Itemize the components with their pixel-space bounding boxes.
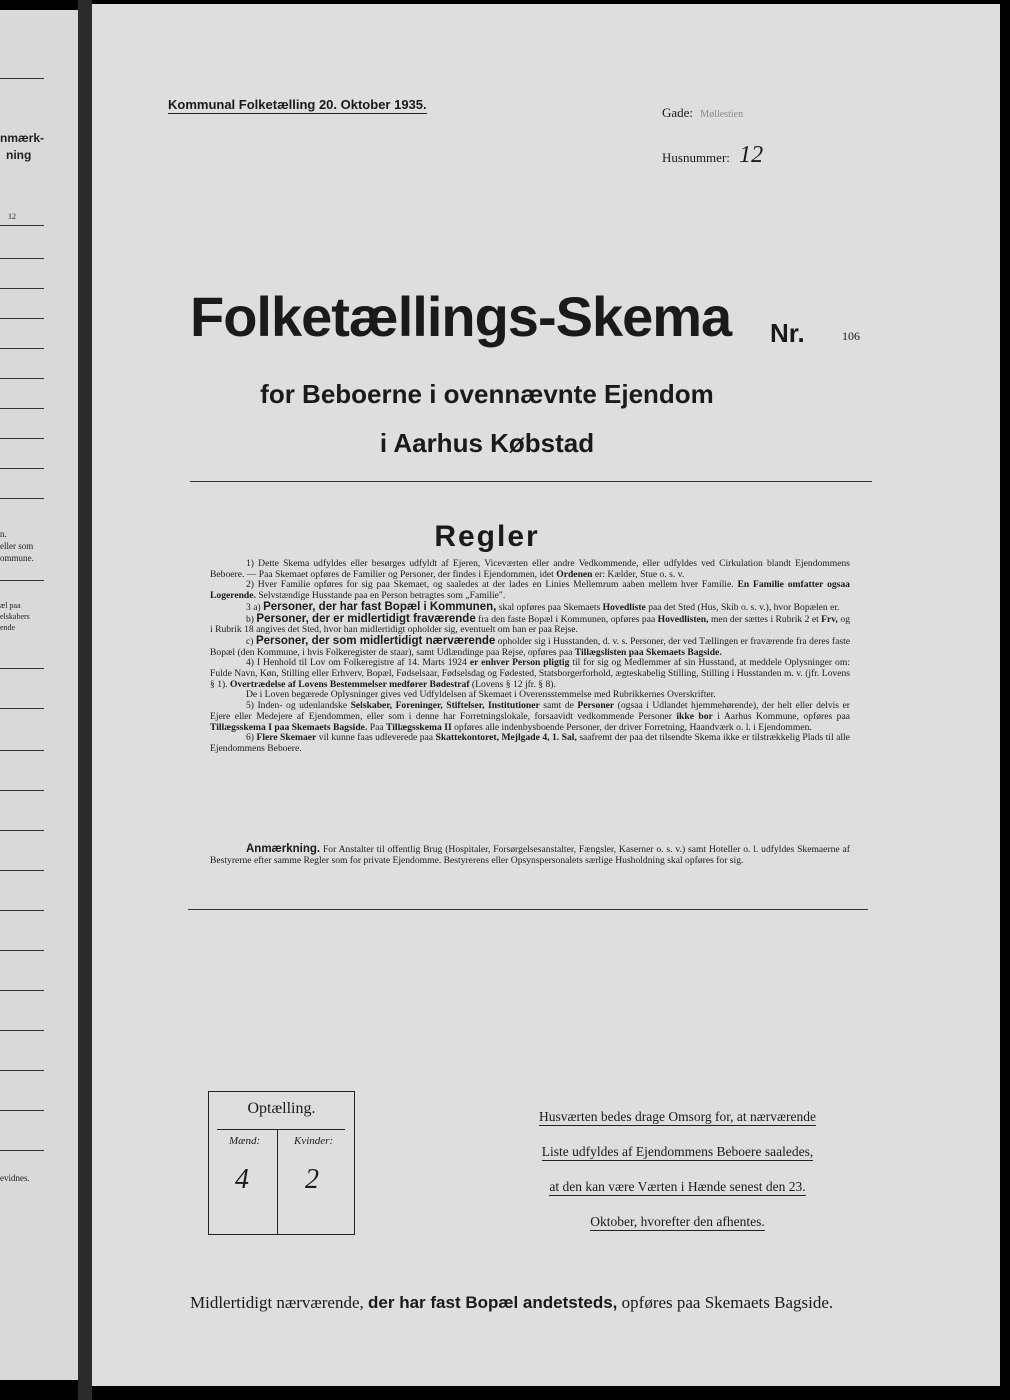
rule-2: 2) Hver Familie opføres for sig paa Skemaet, og saaledes at der lades en Linies Mellemrum aaben mellem hver Familie. En Familie omfatter ogsaa Logerende. Selvstændige Husstande paa en Person betragtes som „Familie". bbox=[210, 579, 850, 602]
divider bbox=[188, 909, 868, 910]
rule-3a: 3 a) Personer, der har fast Bopæl i Kommunen, skal opføres paa Skemaets Hovedliste paa det Sted (Hus, Skib o. s. v.), hvor Bopælen er. bbox=[246, 600, 840, 613]
divider bbox=[0, 830, 44, 831]
left-fragment-text: elskabers bbox=[0, 612, 30, 621]
divider bbox=[0, 668, 44, 669]
left-fragment-text: ning bbox=[6, 148, 32, 162]
notice-line: Liste udfyldes af Ejendommens Beboere saaledes, bbox=[541, 1144, 814, 1159]
left-fragment-text: 12 bbox=[8, 212, 16, 221]
rules-text bbox=[210, 559, 850, 755]
rule-3b: b) Personer, der er midlertidigt fraværende fra den faste Bopæl i Kommunen, opføres paa Hovedlisten, men der sættes i Rubrik 2 et Frv, og i Rubrik 18 angives det Sted, hvor han midlertidigt opholder sig, eventuelt om han er paa Rejse. bbox=[210, 612, 850, 636]
divider bbox=[0, 1110, 44, 1111]
anmaerkning-label: Anmærkning. bbox=[246, 843, 321, 855]
nr-value: 106 bbox=[842, 329, 860, 343]
left-fragment-text: nmærk- bbox=[0, 131, 45, 145]
divider bbox=[0, 1030, 44, 1031]
husnummer-value: 12 bbox=[739, 142, 764, 168]
left-fragment-text: ende bbox=[0, 623, 16, 632]
subtitle-line-1: for Beboerne i ovennævnte Ejendom bbox=[260, 379, 714, 409]
divider bbox=[0, 708, 44, 709]
divider bbox=[0, 78, 44, 79]
divider bbox=[0, 870, 44, 871]
divider bbox=[0, 990, 44, 991]
rule-1: 1) Dette Skema udfyldes eller besørges udfyldt af Ejeren, Viceværten eller andre Vedkommende, eller udfyldes ved Cirkulation blandt Ejendommens Beboere. — Paa Skemaet opføres de Familier og Personer, der findes i Ejendommen, idet Ordenen er: Kælder, Stue o. s. v. bbox=[210, 558, 850, 580]
divider bbox=[190, 481, 872, 482]
divider bbox=[0, 288, 44, 289]
divider bbox=[0, 498, 44, 499]
divider bbox=[0, 1150, 44, 1151]
anmaerkning bbox=[210, 844, 850, 867]
divider bbox=[0, 225, 44, 226]
notice-line: Oktober, hvorefter den afhentes. bbox=[590, 1214, 765, 1229]
kvinder-label: Kvinder: bbox=[294, 1135, 334, 1147]
divider bbox=[0, 438, 44, 439]
divider bbox=[0, 580, 44, 581]
gade-value: Møllestien bbox=[700, 109, 744, 120]
divider bbox=[0, 258, 44, 259]
maend-label: Mænd: bbox=[229, 1135, 261, 1147]
nr-label: Nr. bbox=[770, 318, 805, 348]
divider bbox=[0, 348, 44, 349]
left-fragment-text: ommune. bbox=[0, 553, 34, 563]
rule-3c: c) Personer, der som midlertidigt nærværende opholder sig i Husstanden, d. v. s. Personer, der ved Tællingen er fraværende fra deres faste Bopæl (den Kommune, i hvis Folkeregister de staar), samt Udlændinge paa Rejse, opføres paa Tillægslisten paa Skemaets Bagside. bbox=[210, 634, 850, 658]
census-header: Kommunal Folketælling 20. Oktober 1935. bbox=[168, 97, 427, 112]
kvinder-value: 2 bbox=[305, 1164, 319, 1195]
anmaerkning-text: For Anstalter til offentlig Brug (Hospitaler, Forsørgelsesanstalter, Fængsler, Kaserner o. s. v.) samt Hoteller o. l. udfyldes Skemaerne af Bestyrerne efter samme Regler som for private Ejendomme. Bestyrerens eller Opsynspersonalets særlige Husholdning skal opføres for sig. bbox=[210, 844, 850, 867]
divider bbox=[0, 318, 44, 319]
rule-6: 6) Flere Skemaer vil kunne faas udleverede paa Skattekontoret, Mejlgade 4, 1. Sal, saafremt der paa det tilsendte Skema ikke er tilstrækkelig Plads til alle Ejendommens Beboere. bbox=[210, 732, 850, 754]
divider bbox=[0, 378, 44, 379]
divider bbox=[0, 750, 44, 751]
divider bbox=[0, 790, 44, 791]
left-fragment-text: æl paa bbox=[0, 601, 21, 610]
divider bbox=[0, 910, 44, 911]
divider bbox=[0, 468, 44, 469]
subtitle-line-2: i Aarhus Købstad bbox=[379, 428, 595, 458]
divider bbox=[0, 950, 44, 951]
count-title: Optælling. bbox=[247, 1100, 316, 1117]
book-gutter bbox=[78, 0, 92, 1400]
gade-label: Gade: bbox=[662, 105, 694, 120]
notice-line: at den kan være Værten i Hænde senest den 23. bbox=[549, 1179, 806, 1194]
divider bbox=[217, 1129, 345, 1130]
count-box bbox=[208, 1091, 355, 1235]
gade-field bbox=[662, 105, 743, 121]
rule-4-cont: De i Loven begærede Oplysninger gives ved Udfyldelsen af Skemaet i Overensstemmelse med Rubrikkernes Overskrifter. bbox=[246, 689, 716, 701]
rule-5: 5) Inden- og udenlandske Selskaber, Foreninger, Stiftelser, Institutioner samt de Personer (ogsaa i Udlandet hjemmehørende), der helt eller delvis er Ejere eller Medejere af Ejendommen, eller som i denne har Forretningslokale, forsaavidt vedkommende Personer ikke bor i Aarhus Kommune, opføres paa Tillægsskema I paa Skemaets Bagside. Paa Tillægsskema II opføres alle indenbysboende Personer, der driver Forretning, Haandværk o. l. i Ejendommen. bbox=[210, 700, 850, 733]
left-fragment-text: n. bbox=[0, 529, 7, 539]
footer-note: Midlertidigt nærværende, der har fast Bopæl andetsteds, opføres paa Skemaets Bagside. bbox=[190, 1293, 834, 1312]
divider bbox=[0, 408, 44, 409]
divider bbox=[277, 1129, 278, 1234]
husnummer-label: Husnummer: bbox=[662, 150, 730, 165]
husnummer-field bbox=[662, 142, 763, 169]
notice-line: Husværten bedes drage Omsorg for, at nærværende bbox=[538, 1109, 817, 1124]
maend-value: 4 bbox=[235, 1164, 249, 1195]
regler-heading: Regler bbox=[434, 520, 540, 553]
landlord-notice bbox=[510, 1102, 845, 1242]
rule-4: 4) I Henhold til Lov om Folkeregistre af 14. Marts 1924 er enhver Person pligtig til for sig og Medlemmer af sin Husstand, at meddele Oplysninger om: Fulde Navn, Køn, Stilling eller Erhverv, Bopæl, Fødselsaar, Fødselsdag og Fødested, Statsborgerforhold, ægteskabelig Stilling, Stilling i Husstanden m. v. (jfr. Lovens § 1). Overtrædelse af Lovens Bestemmelser medfører Bødestraf (Lovens § 12 jfr. § 8). bbox=[210, 657, 850, 690]
left-fragment-text: evidnes. bbox=[0, 1173, 30, 1183]
census-form-page bbox=[92, 4, 1000, 1386]
left-page-fragment bbox=[0, 10, 78, 1380]
form-title: Folketællings-Skema bbox=[190, 285, 732, 348]
left-fragment-text: eller som bbox=[0, 541, 34, 551]
divider bbox=[0, 1070, 44, 1071]
